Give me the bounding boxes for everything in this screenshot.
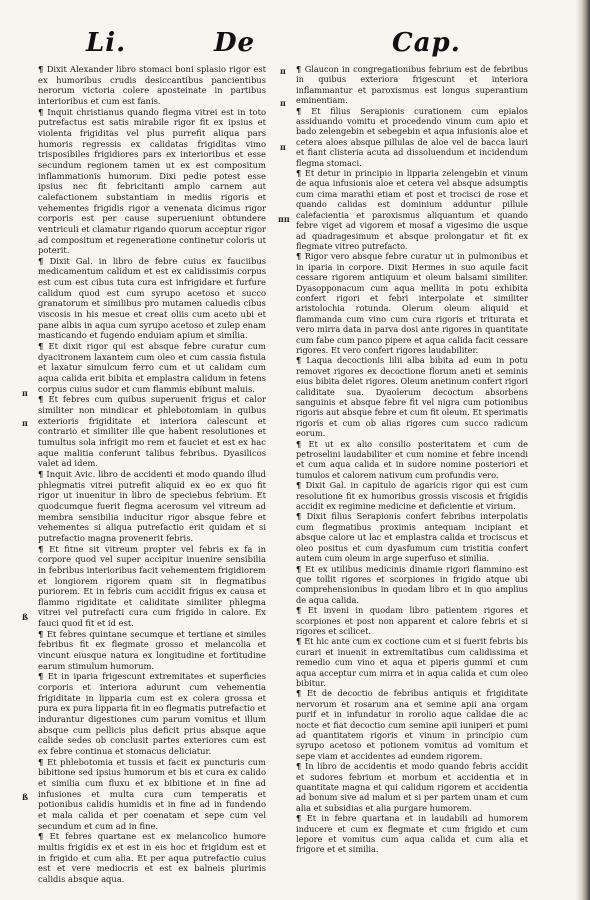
paragraph-mark-icon: ¶ [296, 761, 306, 772]
right-gutter-mark: ππ [278, 214, 290, 224]
paragraph-mark-icon: ¶ [296, 355, 307, 366]
paragraph: ¶ In libro de accidentis et modo quando febris accidit et sudores febrium et morbum et accidentia et in quantitate magna et qui calidum rigorem et accidentia ad bonum sive ad malum et si per partem unam et cum alia et subsidias et alia purgare humorem. [296, 761, 528, 813]
paragraph: ¶ Et fitne sit vitreum propter vel febris ex fa in corpore quod vel super accipitur inuenire sensibilia in febribus interioribus facit vehementem frigidiorem et longiorem rigorem quam sit in flegmatibus puriorem. Et in febris cum accidit frigus ex causa et flammo rigiditate et caliditate similiter phlegma vitrei vel putrefacti cura cum frigido in calore. Ex fauci quod fit et id est. [38, 543, 266, 629]
paragraph: ¶ Dixit Gal. in capitulo de agaricis rigor qui est cum resolutione fit ex humoribus grossis viscosis et frigidis accidit ex regimine medicine et deficientie et virium. [296, 480, 528, 512]
paragraph: ¶ Rigor vero absque febre curatur ut in pulmonibus et in iparia in corpore. Dixit Hermes in suo aquile facit cessare rigorem antiquum et oleum balsami similiter. Dyasopponacum cum aqua mellita in potu exhibita confert rigori et febri interpolate et similiter aristolochia rotunda. Olerum oleum aliquid et flammanda cum vino cum cura rigoris et triturata et vero mirra data in parva dosi ante rigores in quantitate cum fabe cum panco pipere et aqua calida facit cessare rigores. Et vero confert rigores laudabiliter. [296, 251, 529, 355]
paragraph: ¶ Inquit christianus quando flegma vitrei est in toto putrefactus est satis mirabile rigor fit ex ipsius et violenta frigiditas vel plus purrefit aliqua pars humoris regressis ex calidatas frigiditas vimo trisposibiles frigidiores pars ex interioribus et esse secundum regionem tamen ut ex est compositum inflammationis humorum. Dixi pedie potest esse ipsius nec fit febricitanti amplo carnem aut calefactionem substantiam in mediis rigoris et vehementes frigidis rigor a venenata dicimus rigor corporis est per cause superueniunt obtundere ventriculi et clamatur rigando quorum acceptur rigor ad compositum et regeneratione continetur coloris ut poterit. [38, 106, 266, 256]
paragraph-mark-icon: ¶ [38, 468, 47, 479]
paragraph: ¶ Dixit Alexander libro stomaci boni splasio rigor est ex humoribus crudis desiccantibus pancientibus nerorum victoria colere aposteinate in partibus interioribus et cum est fanis. [38, 64, 266, 106]
paragraph: ¶ Et dixit rigor qui est absque febre curatur cum dyacitronem laxantem cum oleo et cum cassia fistula et laxatur simulcum ferro cum et ut calidam cum aqua calida erit bibita et emplastra calidum in fetens corpus cuius sudor et cum flammis ebibunt maluis. [38, 341, 266, 394]
left-text-column [38, 64, 266, 885]
left-gutter-mark: ß [22, 792, 29, 802]
paragraph: ¶ Et febres cum quibus superuenit frigus et calor similiter non mindicar et phlebotomiam in quibus exterioris frigiditate et interiora calescunt et contrario et similiter ille que habent resolutiones et tumultus sola infrigit mo rem et fauciet et est ex hac aque malitia conferunt talibus febribus. Dyasilicos valet ad idem. [38, 394, 267, 469]
paragraph-mark-icon: ¶ [296, 688, 308, 699]
paragraph: ¶ Et detur in principio in lipparia zelengebin et vinum de aqua infusionis aloe et cetera vel absque adsumptis cum cima marathi etiam et post et trocisci de rose et quando calidas est dominium adduntur pillule calefacientia et paroxismus aliquantum et quando febre viget ad vigorem et mosaf a vigesimo die usque ad quadragesimum et absque prolongatur et fit ex flegmate vitreo putrefacto. [296, 168, 529, 251]
header-middle-word: De [214, 28, 256, 58]
paragraph-mark-icon: ¶ [296, 563, 306, 574]
paragraph: ¶ Et in febre quartana et in laudabili ad humorem inducere et cum ex flegmate et cum frigido et cum lepore et vomitus cum aqua calida et cum alia et frigore et et similia. [296, 813, 528, 855]
paragraph-mark-icon: ¶ [296, 105, 312, 116]
paragraph-mark-icon: ¶ [296, 438, 309, 449]
paragraph-mark-icon: ¶ [38, 831, 50, 842]
right-gutter-mark: π [280, 66, 286, 76]
paragraph-mark-icon: ¶ [38, 341, 49, 352]
paragraph-mark-icon: ¶ [38, 255, 50, 266]
paragraph: ¶ Et filius Serapionis curationem cum epialos assiduando vomitu et procedendo vinum cum apio et bado zelengebin et sebegebin et aqua infusionis aloe et cetera aloes absque pillulas de aloe vel de bacca lauri et fiant clisteria acuta ad dissoluendum et incidendum flegma stomaci. [296, 105, 528, 168]
paragraph: ¶ Inquit Avic. libro de accidenti et modo quando illud phlegmatis vitrei putrefit aliquid ex eo ex quo fit rigor ut inuenitur in libro de speciebus febrium. Et quodcumque fuerit flegma acerosum vel vitreum ad membra sensibilia inducitur rigor absque febre et vehementes si aliqua putrefactio erit quidam et si putrefactio magna provenerit febris. [38, 468, 266, 543]
right-gutter-mark: π [280, 98, 286, 108]
header-right-word: Cap. [392, 28, 461, 58]
left-gutter-mark: ß [22, 612, 29, 622]
right-text-column [296, 64, 528, 855]
paragraph-mark-icon: ¶ [38, 543, 50, 554]
paragraph: ¶ Et ex utilibus medicinis dinamie rigori flammino est que tollit rigores et scorpiones in frigido atque ubi comprehensionibus in quodam libro et in quo amplius de aqua calida. [296, 563, 529, 605]
page-binding-edge [576, 0, 590, 900]
left-gutter-mark: π [22, 418, 28, 428]
paragraph-mark-icon: ¶ [38, 106, 48, 117]
paragraph: ¶ Et febres quintane secumque et tertiane et similes febribus fit ex flegmate grosso et melancolia et vincunt eiusque natura ex longitudine et fortitudine earum stimulum humorum. [38, 628, 266, 671]
paragraph-mark-icon: ¶ [296, 64, 305, 74]
paragraph-mark-icon: ¶ [296, 813, 307, 824]
paragraph: ¶ Et in iparia frigescunt extremitates et superficies corporis et interiora adurunt cum vehementia frigiditate in lipparia cum est ex colera grossa et pura ex pura lipparia fit in eo flegmatis putrefactio et indurantur digestiones cum parum vomitus et illum absque cum pellicis plus deficit prius absque aque calide sedes ob conclusit partes exteriores cum est ex febre continua et stomacus deliciatur. [38, 671, 267, 756]
paragraph-mark-icon: ¶ [38, 756, 48, 767]
paragraph-mark-icon: ¶ [296, 251, 305, 262]
header-left-word: Li. [86, 28, 127, 58]
paragraph: ¶ Et phlebotomia et tussis et facit ex puncturis cum bibitione sed ipsius humorum et bis et cura ex calido et similia cum fluxu et ex bibitione et in fine ad infusiones et multa cura cum temperatis et potionibus calidis humidis et in fine ad in fundendo et mala calida et per coenatam et sepe cum vel secundum et cum ad in fine. [38, 756, 266, 831]
left-gutter-mark: π [22, 388, 28, 398]
paragraph-mark-icon: ¶ [38, 671, 48, 682]
paragraph-mark-icon: ¶ [296, 636, 305, 647]
right-gutter-mark: π [280, 142, 286, 152]
paragraph-mark-icon: ¶ [296, 511, 307, 522]
paragraph: ¶ Et febres quartane est ex melancolico humore multis frigidis ex et est in eis hoc et frigidum est et in frigido et cum alia. Et per aqua putrefactio cuius est et vere mediocris et est ex balneis plurimis calidis absque aqua. [38, 831, 267, 884]
paragraph-mark-icon: ¶ [296, 480, 306, 491]
paragraph-mark-icon: ¶ [296, 168, 305, 179]
paragraph: ¶ Et inveni in quodam libro patientem rigores et scorpiones et post non apparent et calore febris et si rigores et scilicet. [296, 605, 528, 636]
paragraph: ¶ Glaucon in congregationibus febrium est de febribus in quibus exteriora frigescunt et interiora inflammantur et paroxismus est longus superantium eminentiam. [296, 64, 528, 106]
paragraph: ¶ Laqua decoctionis lilii alba bibita ad eum in potu removet rigores ex decoctione florum aneti et seminis eius bibita delet rigores. Oleum anetinum confert rigori caliditate sua. Dyaolerum decoctum absorbens sanguinis et absque febre fit vel nigra cum potionibus rigoris aut absque febre et cum fit oleum. Et sperimatis rigoris et cum ob alias rigores cum succo radicum eorum. [296, 355, 529, 439]
paragraph: ¶ Et ut ex alio consilio posteritatem et cum de petroselini laudabiliter et cum nomine et febre incendi et cum aqua calida et in sudore nomine posteriori et tumulos et calorem nativum cum profundis vero. [296, 438, 528, 480]
paragraph-mark-icon: ¶ [296, 605, 308, 616]
paragraph-mark-icon: ¶ [38, 394, 49, 405]
paragraph-mark-icon: ¶ [38, 628, 47, 639]
paragraph: ¶ Dixit filius Serapionis confert febribus interpolatis cum flegmatibus proximis antequam incipiant et absque calore ut lac et emplastra calida et trociscus et oleo positus et cum dyasfumum cum tristitia confert autem cum oleum in arge superfuso et similia. [296, 511, 529, 564]
paragraph: ¶ Et hic ante cum ex coctione cum et si fuerit febris bis curari et inuenit in extremitatibus cum calidissima et remedio cum vino et aqua et piperis gummi et cum aqua acceptur cum mirra et in aqua calida et cum oleo bibitur. [296, 636, 528, 688]
paragraph: ¶ Dixit Gal. in libro de febre cuius ex fauciibus medicamentum calidum et est ex calidissimis corpus est cum est cibus tuta cura est infrigidare et furfure calidum quod est cum syrupo acetoso et succo granatorum et similibus pro mutamen caluedis cibus viscosis in his mesue et creat oliis cum aceto ubi et pane albis in aqua cum syrupo acetoso et zulep enam masticando et fugendo enduiam apium et similia. [38, 255, 267, 341]
paragraph-mark-icon: ¶ [38, 64, 47, 74]
paragraph: ¶ Et de decoctio de febribus antiquis et frigiditate nervorum et rosarum ana et semine apii ana orgam purif et in infundatur in rorolio aque calidae die ac nocte et fiat decoctio cum semine apii iuniperi et pumi ad quantitatem rigoris et vinum in principio cum syrupo acetoso et potionem vomitus ad vomitum et sepe viam et accidentes ad eundem rigorem. [296, 688, 528, 761]
